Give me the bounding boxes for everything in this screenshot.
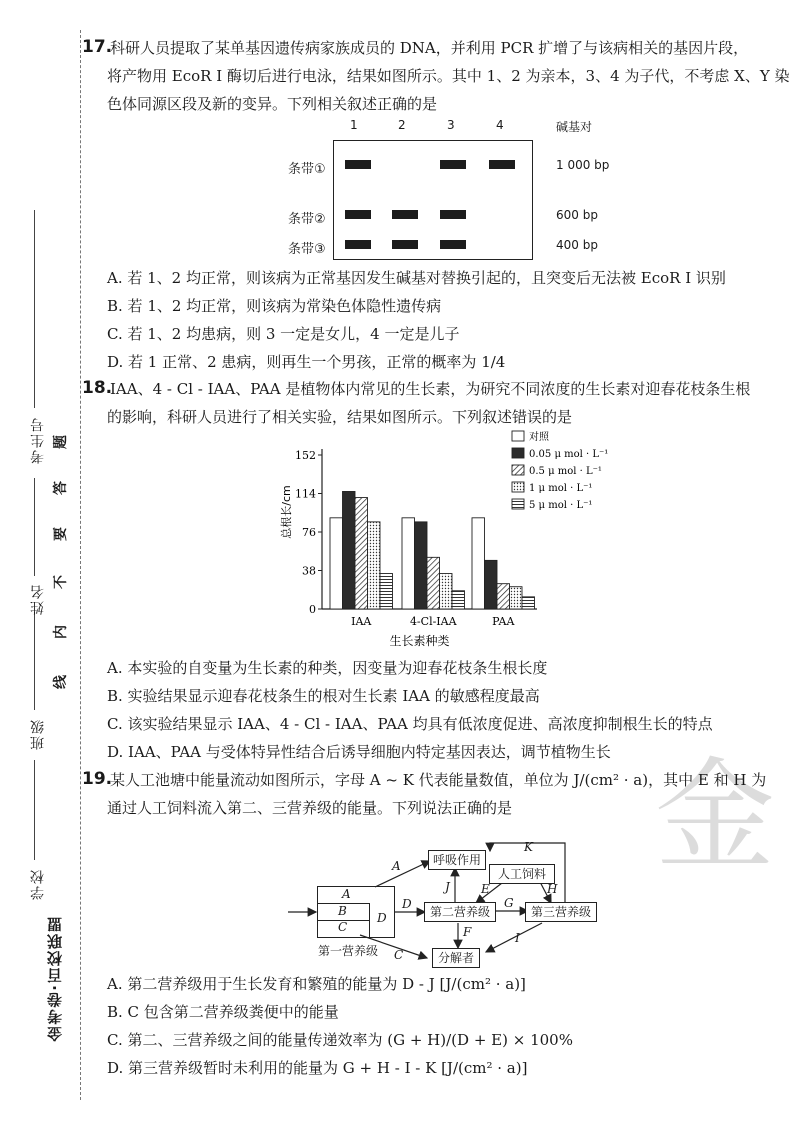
bar xyxy=(440,574,453,609)
bar xyxy=(497,584,510,609)
label-k: K xyxy=(524,840,533,854)
cell-d: D xyxy=(377,911,387,925)
gel-band xyxy=(345,240,371,249)
bar xyxy=(330,518,343,609)
question-number-19: 19. xyxy=(82,769,113,789)
cell-b: B xyxy=(338,904,347,918)
q18-option-b[interactable]: B. 实验结果显示迎春花枝条生的根对生长素 IAA 的敏感程度最高 xyxy=(107,687,540,705)
gel-band xyxy=(440,240,466,249)
lane-label: 3 xyxy=(447,118,455,132)
bar xyxy=(452,591,465,609)
school-label: 学校 xyxy=(30,868,46,900)
bar xyxy=(415,522,428,609)
q17-option-a[interactable]: A. 若 1、2 均正常，则该病为正常基因发生碱基对替换引起的，且突变后无法被 EcoR I 识别 xyxy=(107,269,726,287)
y-tick-label: 114 xyxy=(295,487,316,501)
gel-band xyxy=(345,160,371,169)
gel-band xyxy=(392,210,418,219)
first-level-label: 第一营养级 xyxy=(318,944,379,958)
legend-swatch xyxy=(512,448,524,458)
q18-option-c[interactable]: C. 该实验结果显示 IAA、4 - Cl - IAA、PAA 均具有低浓度促进、高浓度抑制根生长的特点 xyxy=(107,715,713,733)
notice-char: 题 xyxy=(53,435,69,449)
label-e: E xyxy=(481,882,490,896)
id-blank xyxy=(34,210,35,408)
class-blank xyxy=(34,612,35,710)
category-label: IAA xyxy=(351,615,372,628)
auxin-bar-chart xyxy=(270,425,630,650)
question-number-18: 18. xyxy=(82,378,113,398)
q17-option-d[interactable]: D. 若 1 正常、2 患病，则再生一个男孩，正常的概率为 1/4 xyxy=(107,353,506,371)
label-j: J xyxy=(445,880,450,894)
bar xyxy=(380,574,393,609)
cell-a: A xyxy=(342,887,351,901)
q18-option-d[interactable]: D. IAA、PAA 与受体特异性结合后诱导细胞内特定基因表达，调节植物生长 xyxy=(107,743,611,761)
q19-stem-line: 通过人工饲料流入第二、三营养级的能量。下列说法正确的是 xyxy=(107,799,513,817)
gel-band xyxy=(345,210,371,219)
notice-char: 答 xyxy=(53,481,69,495)
q19-option-b[interactable]: B. C 包含第二营养级粪便中的能量 xyxy=(107,1003,339,1021)
label-i: I xyxy=(515,931,520,945)
legend-label: 1 μ mol · L⁻¹ xyxy=(529,483,593,494)
lane-label: 4 xyxy=(496,118,504,132)
bar xyxy=(343,491,356,609)
notice-char: 不 xyxy=(53,575,69,589)
name-label: 姓名 xyxy=(30,583,46,615)
q17-option-c[interactable]: C. 若 1、2 均患病，则 3 一定是女儿，4 一定是儿子 xyxy=(107,325,460,343)
id-label: 考生号 xyxy=(30,416,46,464)
question-number-17: 17. xyxy=(82,37,113,57)
notice-char: 内 xyxy=(53,625,69,639)
q17-stem-line: 色体同源区段及新的变异。下列相关叙述正确的是 xyxy=(107,95,438,113)
q19-option-a[interactable]: A. 第二营养级用于生长发育和繁殖的能量为 D - J [J/(cm² · a)] xyxy=(107,975,526,993)
class-label: 班级 xyxy=(30,718,46,750)
legend-swatch xyxy=(512,482,524,492)
bar xyxy=(368,522,381,609)
name-blank xyxy=(34,478,35,576)
respiration-box: 呼吸作用 xyxy=(428,850,486,870)
first-level-block xyxy=(317,886,395,938)
gel-band xyxy=(440,160,466,169)
q18-option-a[interactable]: A. 本实验的自变量为生长素的种类，因变量为迎春花枝条生根长度 xyxy=(107,659,548,677)
base-pair-header: 碱基对 xyxy=(556,120,593,134)
label-d: D xyxy=(402,897,412,911)
legend-swatch xyxy=(512,465,524,475)
band-size: 600 bp xyxy=(556,208,598,222)
q18-stem-line: 的影响，科研人员进行了相关实验，结果如图所示。下列叙述错误的是 xyxy=(107,408,573,426)
category-label: PAA xyxy=(492,615,515,628)
x-axis-label: 生长素种类 xyxy=(389,634,450,648)
arrow-i xyxy=(486,923,542,952)
lane-label: 1 xyxy=(350,118,358,132)
q17-stem-line: 将产物用 EcoR I 酶切后进行电泳，结果如图所示。其中 1、2 为亲本，3、4 为子代，不考虑 X、Y 染 xyxy=(107,67,790,85)
y-tick-label: 152 xyxy=(295,449,316,462)
q18-stem-line: IAA、4 - Cl - IAA、PAA 是植物体内常见的生长素，为研究不同浓度的生长素对迎春花枝条生根 xyxy=(110,380,751,398)
label-c: C xyxy=(394,948,404,962)
q17-stem-line: 科研人员提取了某单基因遗传病家族成员的 DNA，并利用 PCR 扩增了与该病相关的基因片段， xyxy=(110,39,749,57)
bar xyxy=(472,518,485,609)
notice-char: 要 xyxy=(53,527,69,541)
legend-swatch xyxy=(512,499,524,509)
arrow-a xyxy=(375,861,430,887)
y-axis-label: 总根长/cm xyxy=(280,485,293,539)
feed-box: 人工饲料 xyxy=(489,864,555,884)
q19-option-c[interactable]: C. 第二、三营养级之间的能量传递效率为 (G + H)/(D + E) × 100% xyxy=(107,1031,573,1049)
third-level-box: 第三营养级 xyxy=(525,902,597,922)
gel-band xyxy=(489,160,515,169)
band-label: 条带② xyxy=(288,212,326,227)
bar xyxy=(355,498,368,609)
y-tick-label: 76 xyxy=(302,526,316,539)
bar xyxy=(485,560,498,609)
band-size: 1 000 bp xyxy=(556,158,610,172)
category-label: 4-Cl-IAA xyxy=(409,615,457,628)
watermark: 金 xyxy=(655,747,775,886)
gel-band xyxy=(392,240,418,249)
legend-label: 5 μ mol · L⁻¹ xyxy=(529,500,593,511)
bar xyxy=(522,597,535,609)
label-f: F xyxy=(463,925,472,939)
band-label: 条带① xyxy=(288,162,326,177)
bar xyxy=(402,518,415,609)
legend-label: 对照 xyxy=(529,432,549,443)
lane-label: 2 xyxy=(398,118,406,132)
cell-c: C xyxy=(338,920,348,934)
band-size: 400 bp xyxy=(556,238,598,252)
gel-band xyxy=(440,210,466,219)
notice-char: 线 xyxy=(53,675,69,689)
q19-option-d[interactable]: D. 第三营养级暂时未利用的能量为 G + H - I - K [J/(cm² · a)] xyxy=(107,1059,528,1077)
second-level-box: 第二营养级 xyxy=(424,902,496,922)
label-g: G xyxy=(504,896,514,910)
q19-stem-line: 某人工池塘中能量流动如图所示，字母 A ~ K 代表能量数值，单位为 J/(cm² · a)，其中 E 和 H 为 xyxy=(110,771,767,789)
band-label: 条带③ xyxy=(288,242,326,257)
y-tick-label: 0 xyxy=(309,603,316,616)
exam-brand: 金考卷·百校联盟 xyxy=(46,915,64,1042)
bar xyxy=(427,557,440,609)
legend-swatch xyxy=(512,431,524,441)
school-blank xyxy=(34,760,35,860)
label-h: H xyxy=(547,882,558,896)
binding-line xyxy=(80,30,81,1100)
label-a: A xyxy=(392,859,401,873)
legend-label: 0.5 μ mol · L⁻¹ xyxy=(529,466,602,477)
decomposer-box: 分解者 xyxy=(432,948,480,968)
q17-option-b[interactable]: B. 若 1、2 均正常，则该病为常染色体隐性遗传病 xyxy=(107,297,442,315)
y-tick-label: 38 xyxy=(302,564,316,578)
legend-label: 0.05 μ mol · L⁻¹ xyxy=(529,449,609,460)
bar xyxy=(510,587,523,609)
